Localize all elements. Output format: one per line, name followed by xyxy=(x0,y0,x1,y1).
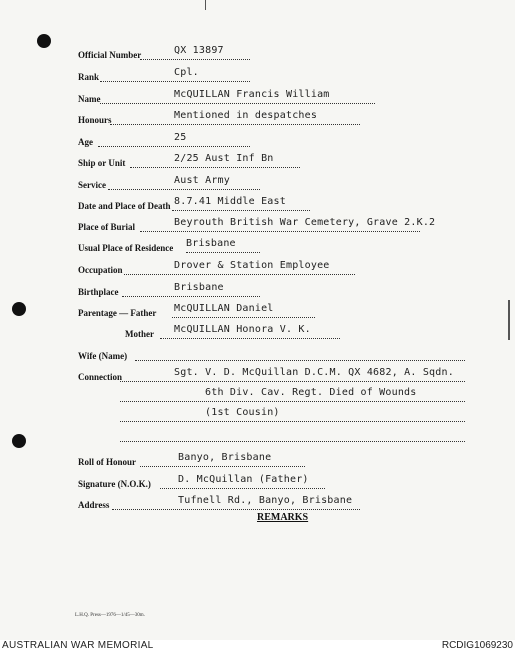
field-label: Place of Burial xyxy=(78,222,135,232)
field-ship-or-unit xyxy=(0,150,515,172)
field-label: Service xyxy=(78,180,106,190)
field-date-place-death xyxy=(0,193,515,215)
field-value: (1st Cousin) xyxy=(205,407,280,418)
field-label: Date and Place of Death xyxy=(78,201,171,211)
field-honours xyxy=(0,107,515,129)
footer xyxy=(0,640,515,654)
field-value: Cpl. xyxy=(174,67,199,78)
field-roll-of-honour xyxy=(0,449,515,471)
field-value: Sgt. V. D. McQuillan D.C.M. QX 4682, A. Sqdn. xyxy=(174,367,454,378)
field-value: 25 xyxy=(174,132,187,143)
field-value: McQUILLAN Daniel xyxy=(174,303,274,314)
field-father xyxy=(0,300,515,322)
edge-mark xyxy=(205,0,206,10)
field-label: Rank xyxy=(78,72,100,82)
field-rank xyxy=(0,64,515,86)
field-label: Ship or Unit xyxy=(78,158,126,168)
field-label: Occupation xyxy=(78,265,123,275)
field-connection-line xyxy=(0,384,515,406)
field-value: McQUILLAN Honora V. K. xyxy=(174,324,311,335)
field-label: Honours xyxy=(78,115,112,125)
field-mother xyxy=(0,321,515,343)
field-label: Name xyxy=(78,94,101,104)
field-value: McQUILLAN Francis William xyxy=(174,89,330,100)
field-label: Birthplace xyxy=(78,287,119,297)
field-value: D. McQuillan (Father) xyxy=(178,474,309,485)
field-occupation xyxy=(0,257,515,279)
footer-source: AUSTRALIAN WAR MEMORIAL xyxy=(2,640,154,651)
footer-record-id: RCDIG1069230 xyxy=(441,640,513,651)
field-label: Mother xyxy=(125,329,154,339)
field-value: Brisbane xyxy=(174,282,224,293)
field-value: Drover & Station Employee xyxy=(174,260,330,271)
field-age xyxy=(0,129,515,151)
field-label: Official Number xyxy=(78,50,142,60)
field-label: Signature (N.O.K.) xyxy=(78,479,151,489)
field-label: Connection xyxy=(78,372,123,382)
field-place-burial xyxy=(0,214,515,236)
field-value: 6th Div. Cav. Regt. Died of Wounds xyxy=(205,387,417,398)
field-name xyxy=(0,86,515,108)
field-value: 8.7.41 Middle East xyxy=(174,196,286,207)
field-value: Brisbane xyxy=(186,238,236,249)
field-label: Wife (Name) xyxy=(78,351,128,361)
field-service xyxy=(0,172,515,194)
field-address xyxy=(0,492,515,514)
field-connection xyxy=(0,364,515,386)
field-label: Address xyxy=(78,500,110,510)
field-label: Roll of Honour xyxy=(78,457,137,467)
field-usual-residence xyxy=(0,235,515,257)
field-value: Tufnell Rd., Banyo, Brisbane xyxy=(178,495,353,506)
field-wife xyxy=(0,343,515,365)
field-birthplace xyxy=(0,279,515,301)
field-signature-nok xyxy=(0,471,515,493)
field-label: Parentage — Father xyxy=(78,308,157,318)
field-value: Mentioned in despatches xyxy=(174,110,318,121)
field-connection-line xyxy=(0,404,515,426)
remarks-heading: REMARKS xyxy=(257,512,309,523)
field-value: Beyrouth British War Cemetery, Grave 2.K.2 xyxy=(174,217,436,228)
field-official-number xyxy=(0,42,515,64)
field-label: Age xyxy=(78,137,93,147)
form-code: L.H.Q. Press—1976—1/45—30m. xyxy=(75,613,145,618)
field-connection-line xyxy=(0,424,515,446)
field-value: 2/25 Aust Inf Bn xyxy=(174,153,274,164)
field-label: Usual Place of Residence xyxy=(78,243,174,253)
field-value: QX 13897 xyxy=(174,45,224,56)
field-value: Aust Army xyxy=(174,175,230,186)
field-value: Banyo, Brisbane xyxy=(178,452,272,463)
